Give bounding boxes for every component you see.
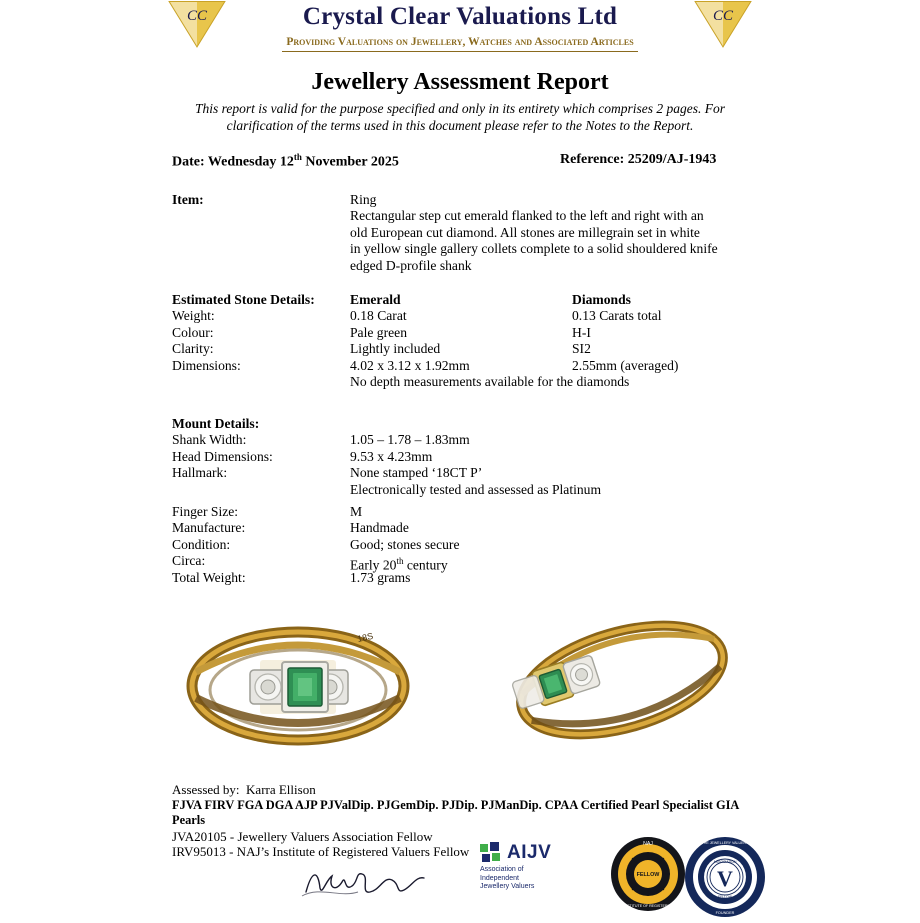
assessor-signature (300, 862, 430, 902)
table-row (172, 341, 748, 357)
svg-text:V: V (717, 866, 733, 891)
stone-row-emerald: 0.18 Carat (350, 308, 407, 324)
reference-value: 25209/AJ-1943 (627, 152, 717, 167)
table-row (172, 553, 748, 573)
ring-photo-front (172, 598, 424, 758)
report-header (0, 0, 920, 54)
date-label: Date: (172, 154, 205, 170)
stone-row-label: Weight: (172, 308, 215, 324)
validity-note-line2: clarification of the terms used in this document please refer to the Notes to the Report. (226, 118, 694, 133)
stone-row-diamonds: 2.55mm (averaged) (572, 357, 679, 373)
table-row (172, 308, 748, 324)
item-description-line: edged D-profile shank (350, 257, 472, 273)
mount-details-section (172, 416, 748, 585)
validity-note-line1: This report is valid for the purpose specified and only in its entirety which comprises 2 pages. For (195, 101, 725, 116)
assessed-by-name: Karra Ellison (246, 782, 316, 797)
svg-text:CC: CC (712, 8, 734, 24)
stone-row-diamonds: H-I (572, 324, 591, 340)
aijv-line-3: Jewellery Valuers (480, 883, 535, 891)
assessed-by-line (172, 782, 752, 798)
table-row (172, 432, 748, 448)
stone-col-diamonds-header: Diamonds (572, 292, 631, 307)
svg-text:THE JEWELLERY VALUERS: THE JEWELLERY VALUERS (701, 841, 749, 845)
aijv-logo-icon (480, 842, 596, 892)
mount-row-value: M (350, 504, 363, 519)
assessed-by-label: Assessed by: (172, 782, 240, 797)
mount-row-value: 1.73 grams (350, 569, 411, 585)
mount-row-label: Finger Size: (172, 504, 239, 519)
mount-row-label: Condition: (172, 536, 231, 552)
mount-row-value: 9.53 x 4.23mm (350, 448, 433, 464)
table-row (172, 325, 748, 341)
item-description-line: in yellow single gallery collets complete to a solid shouldered knife (350, 241, 718, 257)
mount-row-label: Total Weight: (172, 569, 246, 585)
table-row (172, 465, 748, 481)
report-date (172, 152, 399, 171)
mount-row-label: Circa: (172, 553, 206, 569)
cc-diamond-logo-icon (694, 0, 752, 48)
company-name: Crystal Clear Valuations Ltd (302, 3, 618, 30)
mount-row-value: Handmade (350, 520, 409, 536)
table-row (172, 570, 748, 586)
mount-row-label: Manufacture: (172, 520, 246, 536)
item-photographs (172, 598, 748, 758)
table-row (172, 449, 748, 465)
validity-note (0, 100, 920, 134)
stone-details-section (172, 292, 748, 392)
stone-col-emerald-header: Emerald (350, 292, 401, 307)
stone-row-emerald: Pale green (350, 324, 407, 340)
item-type: Ring (350, 192, 377, 207)
reference-label: Reference: (560, 152, 625, 167)
item-section (172, 192, 748, 278)
ring-photo-angle (496, 598, 748, 758)
date-ordinal: th (293, 152, 302, 162)
mount-row-value: Good; stones secure (350, 536, 460, 552)
stone-row-label: Clarity: (172, 341, 214, 357)
stone-row-emerald: Lightly included (350, 341, 441, 357)
jewellery-valuers-association-seal-icon (684, 836, 766, 918)
svg-text:CC: CC (186, 8, 208, 24)
svg-text:FELLOW: FELLOW (636, 872, 660, 878)
table-row (172, 504, 748, 520)
aijv-mark-icon (480, 842, 502, 864)
circa-ordinal: th (396, 556, 404, 567)
stone-row-label: Colour: (172, 324, 214, 340)
mount-row-label: Hallmark: (172, 465, 228, 481)
aijv-line-2: Independent (480, 874, 519, 882)
mount-row-label: Head Dimensions: (172, 448, 273, 464)
table-row (172, 358, 748, 374)
fellow-seal-icon (610, 836, 686, 912)
mount-row-value: Electronically tested and assessed as Platinum (350, 481, 602, 497)
svg-text:FELLOW: FELLOW (718, 895, 732, 899)
item-label: Item: (172, 192, 204, 207)
item-description (350, 192, 740, 274)
date-reference-row (0, 152, 920, 172)
table-row (172, 520, 748, 536)
table-row (172, 537, 748, 553)
page-title: Jewellery Assessment Report (311, 69, 609, 95)
table-row (172, 482, 748, 498)
svg-text:ASSOCIATION: ASSOCIATION (713, 860, 737, 864)
svg-text:FOUNDER: FOUNDER (715, 911, 735, 915)
circa-tail: century (403, 557, 448, 573)
stone-row-diamonds: SI2 (572, 341, 591, 357)
item-description-line: old European cut diamond. All stones are millegrain set in white (350, 224, 700, 240)
stone-row-emerald: 4.02 x 3.12 x 1.92mm (350, 357, 470, 373)
assessor-credentials: FJVA FIRV FGA DGA AJP PJValDip. PJGemDip. PJDip. PJManDip. CPAA Certified Pearl Specialist GIA Pearls (172, 797, 739, 827)
item-description-line: Rectangular step cut emerald flanked to the left and right with an (350, 208, 704, 224)
report-body (0, 192, 920, 585)
mount-row-label: Shank Width: (172, 432, 247, 448)
company-tagline: Providing Valuations on Jewellery, Watches and Associated Articles (282, 35, 637, 52)
svg-text:18S: 18S (356, 630, 375, 644)
report-reference (560, 152, 716, 168)
membership-line-2: IRV95013 - NAJ’s Institute of Registered Valuers Fellow (172, 844, 470, 859)
cc-diamond-logo-icon (168, 0, 226, 48)
mount-details-title: Mount Details: (172, 416, 260, 431)
mount-row-value: 1.05 – 1.78 – 1.83mm (350, 432, 470, 448)
svg-text:INSTITUTE OF REGISTERED: INSTITUTE OF REGISTERED (623, 904, 673, 908)
circa-value: Early 20 (350, 557, 397, 573)
membership-line-1: JVA20105 - Jewellery Valuers Association Fellow (172, 828, 433, 844)
accreditation-badges (480, 836, 780, 915)
date-value-tail: November 2025 (301, 154, 399, 170)
date-value: Wednesday 12 (207, 154, 294, 170)
stone-row-diamonds: 0.13 Carats total (572, 308, 662, 324)
mount-row-value: None stamped ‘18CT P’ (350, 465, 483, 481)
stone-details-title: Estimated Stone Details: (172, 292, 315, 307)
aijv-line-1: Association of (480, 866, 524, 873)
svg-text:NAJ: NAJ (643, 841, 653, 847)
stone-row-label: Dimensions: (172, 357, 241, 373)
stone-details-footnote: No depth measurements available for the diamonds (350, 374, 630, 389)
aijv-abbrev: AIJV (507, 842, 552, 863)
